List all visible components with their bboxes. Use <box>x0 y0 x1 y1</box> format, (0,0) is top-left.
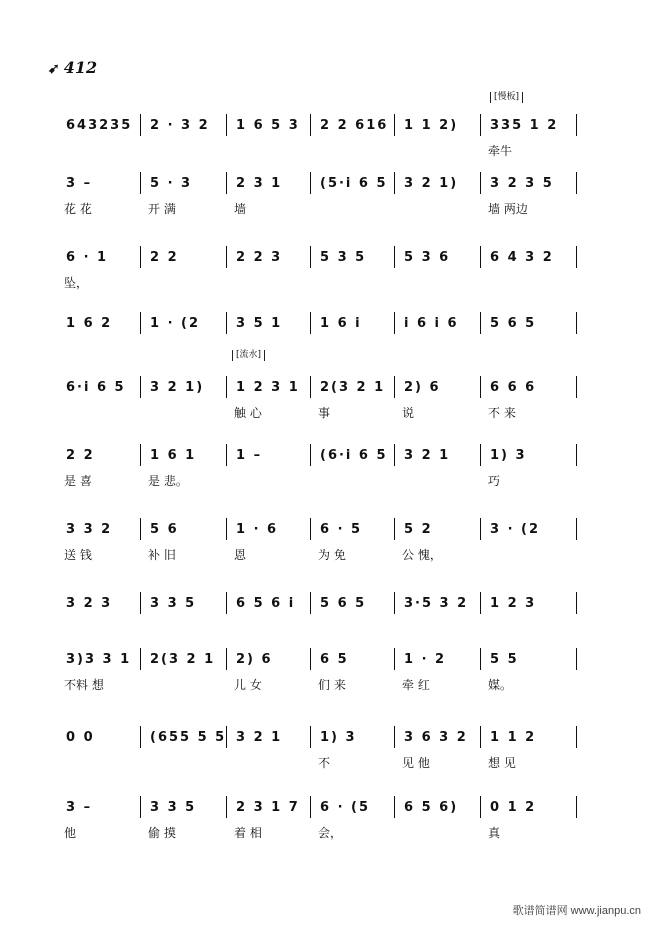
lyric-text: 见 他 <box>402 756 430 770</box>
score-line <box>0 652 655 722</box>
barline <box>226 312 227 334</box>
measure: 3 3 2 <box>66 522 113 537</box>
score-line <box>0 448 655 518</box>
notes-row <box>66 730 586 750</box>
barline <box>140 246 141 268</box>
measure: 2) 6 <box>404 380 441 395</box>
barline <box>226 376 227 398</box>
barline <box>394 444 395 466</box>
barline <box>226 172 227 194</box>
lyric-text: 墙 <box>234 202 247 216</box>
lyrics-row <box>64 142 584 160</box>
measure: 1 · 6 <box>236 522 279 537</box>
barline <box>576 172 577 194</box>
barline <box>226 592 227 614</box>
lyric-text: 牵 红 <box>402 678 430 692</box>
lyric-text: 事 <box>318 406 331 420</box>
lyric-text: 偷 摸 <box>148 826 176 840</box>
measure: 2 · 3 2 <box>150 118 210 133</box>
barline <box>140 648 141 670</box>
measure: 3 3 5 <box>150 596 197 611</box>
barline <box>394 796 395 818</box>
measure: 643235 <box>66 118 133 133</box>
barline <box>480 518 481 540</box>
measure: 335 1 2 <box>490 118 559 133</box>
barline <box>576 246 577 268</box>
barline <box>226 444 227 466</box>
ornament-icon: ➹ <box>48 61 60 77</box>
barline <box>226 518 227 540</box>
barline <box>480 796 481 818</box>
barline <box>394 114 395 136</box>
lyrics-row <box>64 472 584 490</box>
barline <box>226 246 227 268</box>
measure: 0 1 2 <box>490 800 537 815</box>
measure: 3)3 3 1 <box>66 652 132 667</box>
barline <box>576 376 577 398</box>
notes-row <box>66 250 586 270</box>
notes-row <box>66 316 586 336</box>
notes-row <box>66 652 586 672</box>
lyric-text: 不 <box>318 756 331 770</box>
measure: 3 2 3 <box>66 596 113 611</box>
barline <box>576 648 577 670</box>
barline <box>576 312 577 334</box>
barline <box>310 172 311 194</box>
measure: 1 6 2 <box>66 316 113 331</box>
lyric-text: 是 喜 <box>64 474 92 488</box>
measure: 5 3 6 <box>404 250 451 265</box>
lyrics-row <box>64 404 584 422</box>
measure: 2 2 <box>150 250 179 265</box>
measure: 3 2 1) <box>404 176 459 191</box>
measure: 6 5 <box>320 652 349 667</box>
barline <box>480 312 481 334</box>
barline <box>140 376 141 398</box>
measure: 1 6 1 <box>150 448 197 463</box>
lyric-text: 们 来 <box>318 678 346 692</box>
measure: 3 5 1 <box>236 316 283 331</box>
lyric-text: 坠， <box>64 276 89 290</box>
lyrics-row <box>64 274 584 292</box>
notes-row <box>66 596 586 616</box>
measure: 6 · 1 <box>66 250 109 265</box>
watermark: 歌谱简谱网 www.jianpu.cn <box>512 905 641 917</box>
lyric-text: 着 相 <box>234 826 262 840</box>
measure: 3 2 3 5 <box>490 176 554 191</box>
measure: 6 4 3 2 <box>490 250 554 265</box>
barline <box>226 796 227 818</box>
measure: 5 5 <box>490 652 519 667</box>
barline <box>140 796 141 818</box>
notes-row <box>66 380 586 400</box>
measure: 1) 3 <box>320 730 357 745</box>
barline <box>480 246 481 268</box>
barline <box>480 376 481 398</box>
measure: (5·i 6 5 <box>320 176 388 191</box>
measure: 6·i 6 5 <box>66 380 126 395</box>
lyric-text: 恩 <box>234 548 247 562</box>
barline <box>576 592 577 614</box>
barline <box>140 592 141 614</box>
barline <box>310 444 311 466</box>
page-number: ➹ 412 <box>48 58 98 77</box>
barline <box>310 376 311 398</box>
barline <box>140 518 141 540</box>
barline <box>310 726 311 748</box>
barline <box>140 172 141 194</box>
measure: 1 · (2 <box>150 316 201 331</box>
barline <box>394 172 395 194</box>
lyric-text: 不 来 <box>488 406 516 420</box>
lyrics-row <box>64 340 584 358</box>
measure: 3 – <box>66 800 93 815</box>
measure: 6 · 5 <box>320 522 363 537</box>
barline <box>394 246 395 268</box>
barline <box>480 726 481 748</box>
barline <box>576 726 577 748</box>
barline <box>394 726 395 748</box>
measure: 3 3 5 <box>150 800 197 815</box>
barline <box>310 246 311 268</box>
lyric-text: 补 旧 <box>148 548 176 562</box>
score-line <box>0 380 655 450</box>
lyric-text: 是 悲。 <box>148 474 188 488</box>
barline <box>310 518 311 540</box>
lyrics-row <box>64 676 584 694</box>
score-line <box>0 730 655 800</box>
score-line <box>0 316 655 386</box>
lyric-text: 他 <box>64 826 77 840</box>
lyric-text: 说 <box>402 406 415 420</box>
barline <box>480 444 481 466</box>
barline <box>394 376 395 398</box>
measure: 3 6 3 2 <box>404 730 468 745</box>
measure: 3 – <box>66 176 93 191</box>
measure: 2 3 1 7 <box>236 800 300 815</box>
barline <box>310 648 311 670</box>
notes-row <box>66 176 586 196</box>
measure: 1 1 2 <box>490 730 537 745</box>
lyric-text: 会， <box>318 826 343 840</box>
lyric-text: 公 愧， <box>402 548 442 562</box>
measure: 2) 6 <box>236 652 273 667</box>
measure: 1 6 i <box>320 316 362 331</box>
barline <box>140 726 141 748</box>
barline <box>394 648 395 670</box>
measure: 5 6 5 <box>320 596 367 611</box>
lyrics-row <box>64 546 584 564</box>
lyrics-row <box>64 754 584 772</box>
tempo-mark-manban: [慢板] <box>490 92 523 103</box>
barline <box>394 518 395 540</box>
barline <box>394 592 395 614</box>
notes-row <box>66 448 586 468</box>
lyric-text: 送 钱 <box>64 548 92 562</box>
measure: (655 5 5 <box>150 730 227 745</box>
barline <box>576 444 577 466</box>
lyric-text: 媒。 <box>488 678 513 692</box>
measure: 2(3 2 1 <box>150 652 216 667</box>
barline <box>576 796 577 818</box>
measure: i 6 i 6 <box>404 316 459 331</box>
measure: 1 – <box>236 448 263 463</box>
notes-row <box>66 522 586 542</box>
score-line <box>0 176 655 246</box>
barline <box>394 312 395 334</box>
measure: 1 2 3 1 <box>236 380 300 395</box>
measure: 3 2 1 <box>404 448 451 463</box>
measure: 6 5 6 i <box>236 596 296 611</box>
measure: 2 2 616 <box>320 118 389 133</box>
notes-row <box>66 118 586 138</box>
measure: 1 2 3 <box>490 596 537 611</box>
barline <box>480 172 481 194</box>
lyric-text: 牵牛 <box>488 144 513 158</box>
lyrics-row <box>64 200 584 218</box>
lyric-text: 巧 <box>488 474 501 488</box>
measure: 2 2 <box>66 448 95 463</box>
measure: 6 · (5 <box>320 800 371 815</box>
barline <box>226 114 227 136</box>
barline <box>140 114 141 136</box>
barline <box>310 312 311 334</box>
tempo-mark-liushui: [流水] <box>232 350 265 361</box>
measure: 3 · (2 <box>490 522 541 537</box>
barline <box>480 114 481 136</box>
lyric-text: 儿 女 <box>234 678 262 692</box>
measure: 3·5 3 2 <box>404 596 469 611</box>
score-line <box>0 250 655 320</box>
barline <box>576 518 577 540</box>
measure: 5 6 <box>150 522 179 537</box>
lyric-text: 为 免 <box>318 548 346 562</box>
barline <box>310 114 311 136</box>
measure: 2 3 1 <box>236 176 283 191</box>
lyrics-row <box>64 620 584 638</box>
measure: 5 2 <box>404 522 433 537</box>
measure: 3 2 1 <box>236 730 283 745</box>
measure: 5 · 3 <box>150 176 193 191</box>
barline <box>310 592 311 614</box>
barline <box>480 648 481 670</box>
measure: 2(3 2 1 <box>320 380 386 395</box>
measure: (6·i 6 5 <box>320 448 388 463</box>
measure: 5 3 5 <box>320 250 367 265</box>
barline <box>226 648 227 670</box>
lyrics-row <box>64 824 584 842</box>
measure: 1 1 2) <box>404 118 459 133</box>
barline <box>140 312 141 334</box>
measure: 1) 3 <box>490 448 527 463</box>
barline <box>140 444 141 466</box>
lyric-text: 墙 两边 <box>488 202 528 216</box>
measure: 1 6 5 3 <box>236 118 300 133</box>
notes-row <box>66 800 586 820</box>
lyric-text: 不料 想 <box>64 678 104 692</box>
barline <box>226 726 227 748</box>
measure: 2 2 3 <box>236 250 283 265</box>
measure: 5 6 5 <box>490 316 537 331</box>
lyric-text: 想 见 <box>488 756 516 770</box>
lyric-text: 花 花 <box>64 202 92 216</box>
lyric-text: 真 <box>488 826 501 840</box>
measure: 6 5 6) <box>404 800 459 815</box>
barline <box>310 796 311 818</box>
score-line <box>0 522 655 592</box>
score-line <box>0 800 655 870</box>
barline <box>576 114 577 136</box>
measure: 6 6 6 <box>490 380 537 395</box>
measure: 3 2 1) <box>150 380 205 395</box>
lyric-text: 开 满 <box>148 202 176 216</box>
measure: 0 0 <box>66 730 95 745</box>
lyric-text: 触 心 <box>234 406 262 420</box>
barline <box>480 592 481 614</box>
measure: 1 · 2 <box>404 652 447 667</box>
